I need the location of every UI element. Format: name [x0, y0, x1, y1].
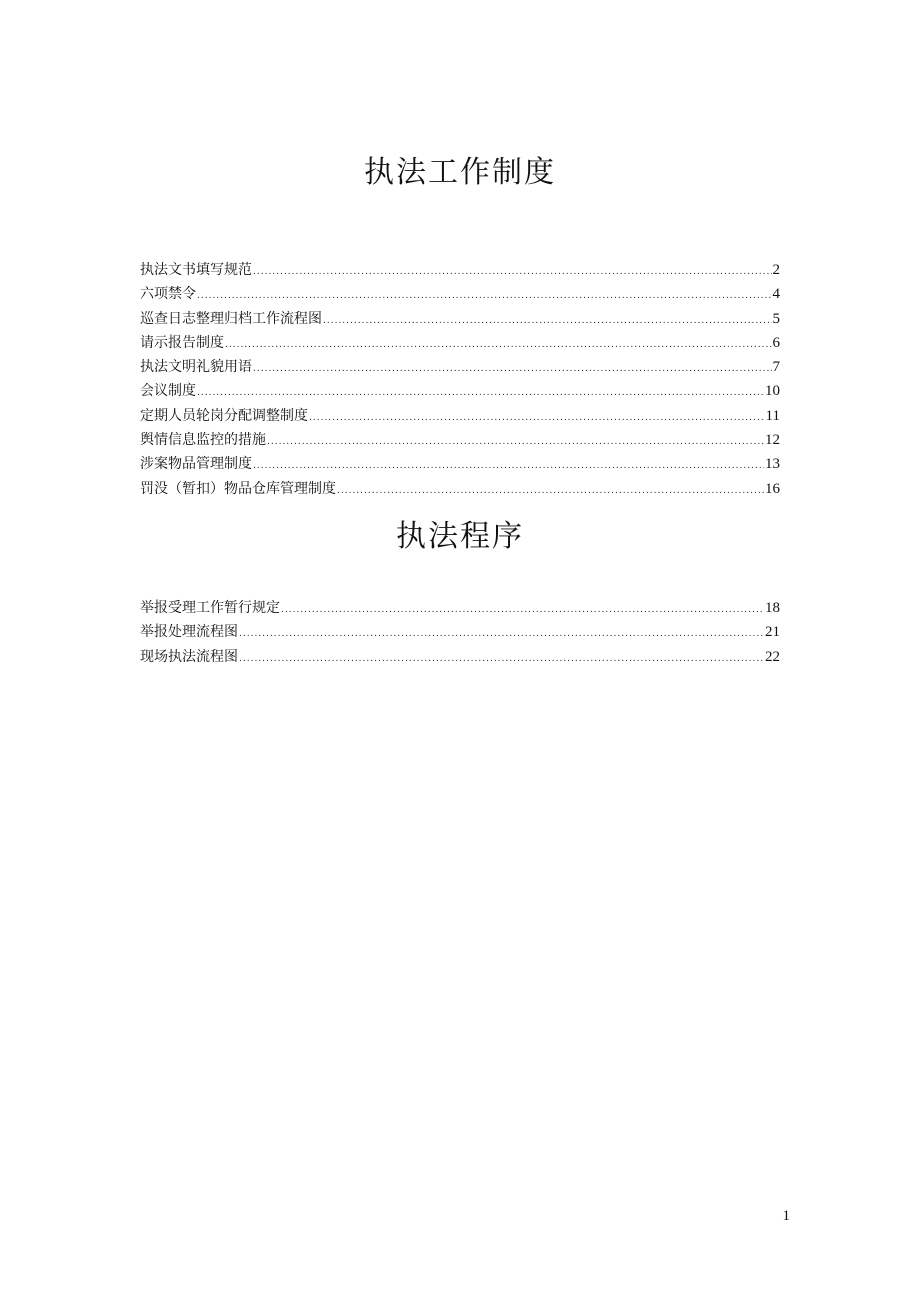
page-number: 1	[782, 1208, 790, 1224]
toc-dot-leader	[197, 381, 764, 405]
toc-dot-leader	[253, 454, 764, 478]
toc-dot-leader	[225, 333, 772, 357]
toc-entry-text: 请示报告制度	[140, 334, 224, 351]
toc-entry-text: 罚没（暂扣）物品仓库管理制度	[140, 480, 336, 497]
toc-entry[interactable]	[140, 258, 780, 282]
toc-entry-text: 执法文书填写规范	[140, 262, 252, 278]
toc-entry-text: 六项禁令	[140, 286, 196, 303]
toc-entry-page: 18	[765, 600, 780, 616]
toc-entry-page: 12	[765, 432, 780, 449]
toc-entry[interactable]	[140, 282, 780, 306]
toc-entry-page: 7	[772, 359, 780, 376]
toc-entry[interactable]	[140, 307, 780, 331]
toc-entry[interactable]	[140, 355, 780, 379]
toc-entry-page: 4	[772, 286, 780, 303]
toc-dot-leader	[267, 430, 764, 454]
toc-entry-page: 22	[765, 648, 780, 665]
toc-entry[interactable]	[140, 452, 780, 476]
toc-entry-page: 16	[765, 480, 780, 497]
toc-entry-text: 定期人员轮岗分配调整制度	[140, 407, 308, 424]
toc-entry-page: 2	[772, 262, 780, 278]
toc-dot-leader	[239, 647, 764, 671]
toc-dot-leader	[281, 598, 764, 622]
toc-entry-page: 11	[765, 407, 780, 424]
toc-entry[interactable]	[140, 331, 780, 355]
toc-entry-page: 21	[765, 624, 780, 641]
toc-entry-text: 现场执法流程图	[140, 648, 238, 665]
toc-entry[interactable]	[140, 477, 780, 501]
toc-entry[interactable]	[140, 379, 780, 403]
toc-entry-text: 举报受理工作暂行规定	[140, 600, 280, 616]
toc-dot-leader	[197, 284, 772, 308]
toc-dot-leader	[337, 479, 764, 503]
toc-entry-page: 13	[765, 456, 780, 473]
toc-entry[interactable]	[140, 645, 780, 669]
section-title-work-rules: 执法工作制度	[364, 155, 556, 190]
toc-entry[interactable]	[140, 404, 780, 428]
toc-entry-text: 会议制度	[140, 383, 196, 400]
toc-dot-leader	[309, 406, 765, 430]
toc-entry-text: 涉案物品管理制度	[140, 456, 252, 473]
toc-entry-text: 执法文明礼貌用语	[140, 359, 252, 376]
toc-entry-page: 6	[772, 334, 780, 351]
toc-dot-leader	[253, 260, 772, 284]
toc-list-procedures	[140, 596, 780, 669]
toc-dot-leader	[253, 357, 772, 381]
toc-entry-page: 10	[765, 383, 780, 400]
toc-dot-leader	[239, 622, 764, 646]
toc-entry[interactable]	[140, 620, 780, 644]
toc-entry-text: 举报处理流程图	[140, 624, 238, 641]
toc-entry-page: 5	[772, 310, 780, 327]
section-title-procedures: 执法程序	[396, 519, 524, 554]
toc-dot-leader	[323, 309, 772, 333]
toc-list-work-rules	[140, 258, 780, 501]
toc-entry-text: 巡查日志整理归档工作流程图	[140, 310, 322, 327]
toc-entry[interactable]	[140, 596, 780, 620]
toc-entry[interactable]	[140, 428, 780, 452]
toc-entry-text: 舆情信息监控的措施	[140, 432, 266, 449]
